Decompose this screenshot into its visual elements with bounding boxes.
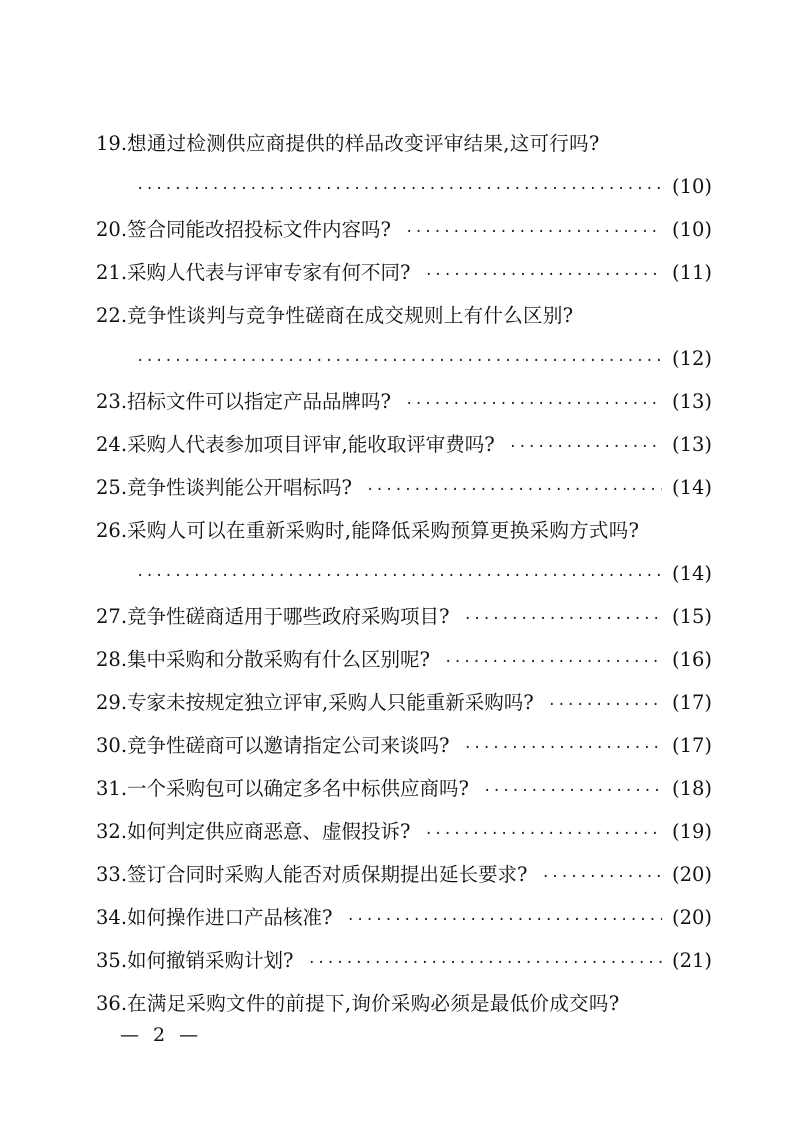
entry-number: 32. [96, 820, 128, 843]
entry-number: 28. [96, 648, 128, 671]
entry-title: 竞争性磋商可以邀请指定公司来谈吗? [127, 734, 450, 757]
page-number-footer: — 2 — [120, 1024, 203, 1046]
toc-entry-29[interactable] [96, 681, 712, 724]
entry-number: 27. [96, 605, 128, 628]
entry-page: (18) [671, 777, 712, 800]
entry-page: (14) [671, 562, 712, 585]
entry-number: 20. [96, 218, 128, 241]
entry-page: (10) [671, 175, 712, 198]
entry-title: 如何撤销采购计划? [127, 949, 294, 972]
dot-leader [548, 684, 662, 727]
entry-number: 24. [96, 433, 128, 456]
dot-leader [346, 899, 661, 942]
dot-leader [405, 383, 662, 426]
table-of-contents [96, 122, 712, 1025]
toc-entry-28[interactable] [96, 638, 712, 681]
entry-title: 想通过检测供应商提供的样品改变评审结果,这可行吗? [127, 132, 600, 155]
entry-number: 29. [96, 691, 128, 714]
entry-title: 采购人可以在重新采购时,能降低采购预算更换采购方式吗? [127, 519, 640, 542]
toc-entry-32[interactable] [96, 810, 712, 853]
entry-page: (13) [671, 433, 712, 456]
entry-page: (17) [671, 691, 712, 714]
dot-leader [463, 727, 661, 770]
entry-page: (10) [671, 218, 712, 241]
entry-title: 招标文件可以指定产品品牌吗? [127, 390, 391, 413]
entry-title: 竞争性谈判能公开唱标吗? [127, 476, 352, 499]
toc-entry-31[interactable] [96, 767, 712, 810]
toc-entry-27[interactable] [96, 595, 712, 638]
dot-leader [541, 856, 661, 899]
entry-page: (15) [671, 605, 712, 628]
entry-number: 33. [96, 863, 128, 886]
entry-number: 31. [96, 777, 128, 800]
entry-number: 23. [96, 390, 128, 413]
dot-leader [136, 340, 662, 383]
toc-entry-23[interactable] [96, 380, 712, 423]
entry-page: (21) [671, 949, 712, 972]
dot-leader [405, 211, 662, 254]
entry-title: 签订合同时采购人能否对质保期提出延长要求? [127, 863, 528, 886]
entry-page: (19) [671, 820, 712, 843]
entry-number: 35. [96, 949, 128, 972]
dot-leader [136, 168, 662, 211]
entry-number: 36. [96, 992, 128, 1015]
dot-leader [444, 641, 662, 684]
toc-entry-33[interactable] [96, 853, 712, 896]
dot-leader [366, 469, 662, 512]
entry-page: (14) [671, 476, 712, 499]
entry-number: 22. [96, 304, 128, 327]
entry-number: 34. [96, 906, 128, 929]
dot-leader [424, 254, 661, 297]
entry-title: 一个采购包可以确定多名中标供应商吗? [127, 777, 469, 800]
entry-title: 采购人代表参加项目评审,能收取评审费吗? [127, 433, 495, 456]
entry-title: 专家未按规定独立评审,采购人只能重新采购吗? [127, 691, 534, 714]
entry-page: (20) [671, 863, 712, 886]
toc-entry-26[interactable] [96, 509, 712, 552]
dot-leader [307, 942, 661, 985]
toc-entry-19-continuation [96, 165, 712, 208]
dot-leader [483, 770, 662, 813]
entry-number: 19. [96, 132, 128, 155]
dot-leader [509, 426, 662, 469]
toc-entry-24[interactable] [96, 423, 712, 466]
toc-entry-30[interactable] [96, 724, 712, 767]
entry-page: (17) [671, 734, 712, 757]
entry-number: 21. [96, 261, 128, 284]
entry-title: 竞争性谈判与竞争性磋商在成交规则上有什么区别? [127, 304, 574, 327]
dot-leader [424, 813, 661, 856]
toc-entry-21[interactable] [96, 251, 712, 294]
toc-entry-36[interactable] [96, 982, 712, 1025]
entry-page: (12) [671, 347, 712, 370]
entry-page: (13) [671, 390, 712, 413]
entry-title: 集中采购和分散采购有什么区别呢? [127, 648, 430, 671]
toc-entry-35[interactable] [96, 939, 712, 982]
dot-leader [463, 598, 661, 641]
entry-title: 竞争性磋商适用于哪些政府采购项目? [127, 605, 450, 628]
toc-entry-25[interactable] [96, 466, 712, 509]
toc-entry-22[interactable] [96, 294, 712, 337]
entry-number: 25. [96, 476, 128, 499]
entry-number: 30. [96, 734, 128, 757]
toc-entry-22-continuation [96, 337, 712, 380]
entry-title: 采购人代表与评审专家有何不同? [127, 261, 411, 284]
toc-entry-19[interactable] [96, 122, 712, 165]
entry-number: 26. [96, 519, 128, 542]
entry-title: 在满足采购文件的前提下,询价采购必须是最低价成交吗? [127, 992, 620, 1015]
entry-title: 如何操作进口产品核准? [127, 906, 333, 929]
toc-entry-34[interactable] [96, 896, 712, 939]
dot-leader [136, 555, 662, 598]
entry-page: (11) [671, 261, 712, 284]
entry-page: (16) [671, 648, 712, 671]
entry-title: 如何判定供应商恶意、虚假投诉? [127, 820, 411, 843]
toc-entry-26-continuation [96, 552, 712, 595]
toc-entry-20[interactable] [96, 208, 712, 251]
entry-title: 签合同能改招投标文件内容吗? [127, 218, 391, 241]
entry-page: (20) [671, 906, 712, 929]
